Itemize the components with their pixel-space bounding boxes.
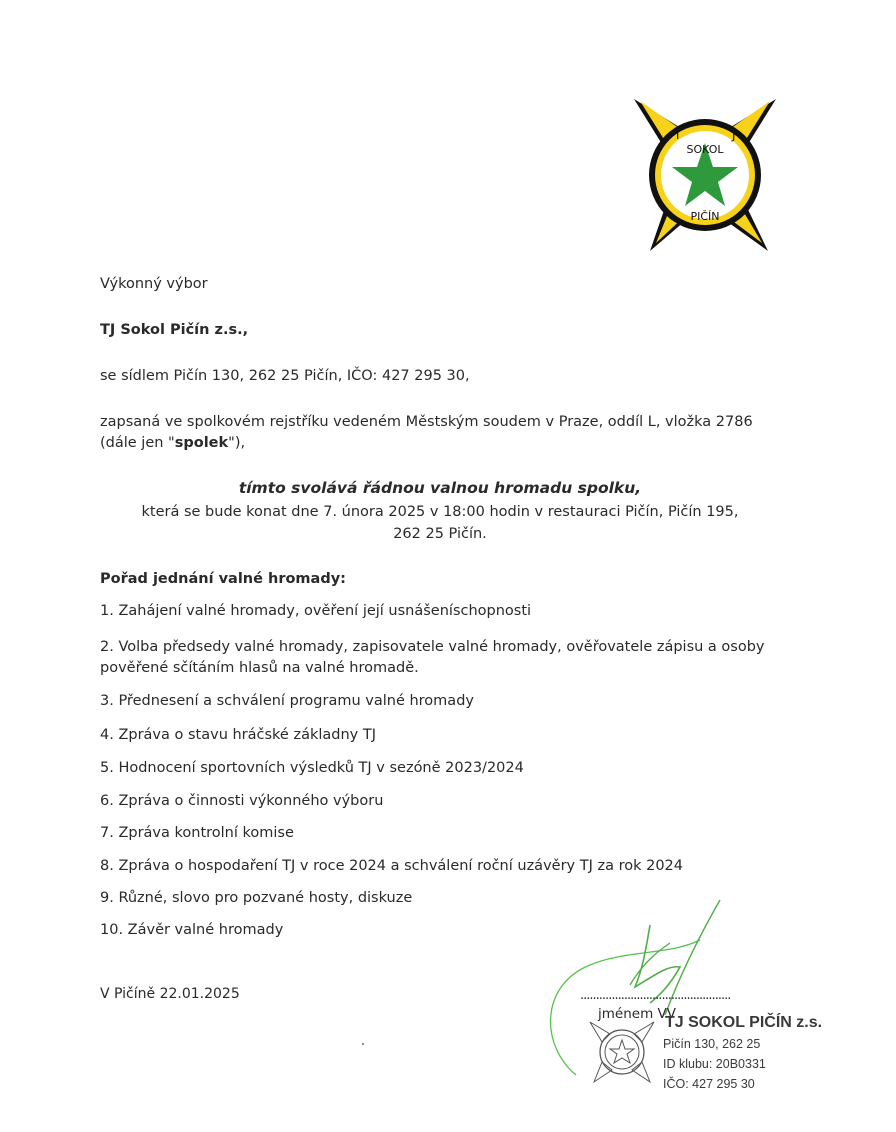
agenda-item: 6. Zpráva o činnosti výkonného výboru (100, 793, 384, 809)
committee-label: Výkonný výbor (100, 276, 208, 292)
register-line-1: zapsaná ve spolkovém rejstříku vedeném Městským soudem v Praze, oddíl L, vložka 2786 (100, 414, 753, 430)
register-prefix: (dále jen " (100, 435, 175, 451)
agenda-item: 1. Zahájení valné hromady, ověření její usnášeníschopnosti (100, 603, 532, 619)
stamp-address: Pičín 130, 262 25 (663, 1037, 761, 1051)
agenda-item: 4. Zpráva o stavu hráčské základny TJ (100, 727, 376, 743)
logo-letter-j: J (732, 128, 736, 142)
on-behalf-label: jménem VV (598, 1006, 676, 1022)
org-name: TJ Sokol Pičín z.s., (100, 322, 249, 338)
agenda-item: 7. Zpráva kontrolní komise (100, 825, 294, 841)
club-logo (630, 95, 780, 255)
agenda-item: 3. Přednesení a schválení programu valné hromady (100, 693, 474, 709)
agenda-item: 8. Zpráva o hospodaření TJ v roce 2024 a schválení roční uzávěry TJ za rok 2024 (100, 858, 683, 874)
logo-sokol: SOKOL (686, 143, 724, 156)
register-bold: spolek (174, 435, 229, 451)
convene-title: tímto svolává řádnou valnou hromadu spolku, (238, 479, 642, 497)
agenda-item-continuation: pověřené sčítáním hlasů na valné hromadě. (100, 660, 419, 676)
meeting-when-line-2: 262 25 Pičín. (393, 526, 487, 542)
stamp-name: TJ SOKOL PIČÍN z.s. (665, 1014, 823, 1031)
org-seat: se sídlem Pičín 130, 262 25 Pičín, IČO: 427 295 30, (100, 368, 470, 384)
signature-line: ................................................ (580, 988, 731, 1003)
agenda-item: 5. Hodnocení sportovních výsledků TJ v sezóně 2023/2024 (100, 760, 524, 776)
meeting-when-line-1: která se bude konat dne 7. února 2025 v 18:00 hodin v restauraci Pičín, Pičín 195, (141, 504, 739, 520)
stamp-star-icon (610, 1040, 634, 1063)
place-date: V Pičíně 22.01.2025 (100, 986, 240, 1002)
stamp-emblem (588, 1020, 656, 1084)
register-suffix: "), (228, 435, 246, 451)
agenda-item: 10. Závěr valné hromady (100, 922, 284, 938)
agenda-item: 2. Volba předsedy valné hromady, zapisovatele valné hromady, ověřovatele zápisu a osoby (100, 639, 765, 655)
agenda-item: 9. Různé, slovo pro pozvané hosty, diskuze (100, 890, 413, 906)
agenda-heading: Pořad jednání valné hromady: (100, 571, 346, 587)
register-line-2 (100, 433, 245, 454)
logo-place: PIČÍN (690, 210, 720, 223)
stamp-club-id: ID klubu: 20B0331 (663, 1057, 766, 1071)
scan-speck (362, 1043, 364, 1045)
logo-letter-t: T (674, 128, 682, 142)
stamp-ico: IČO: 427 295 30 (663, 1077, 755, 1091)
